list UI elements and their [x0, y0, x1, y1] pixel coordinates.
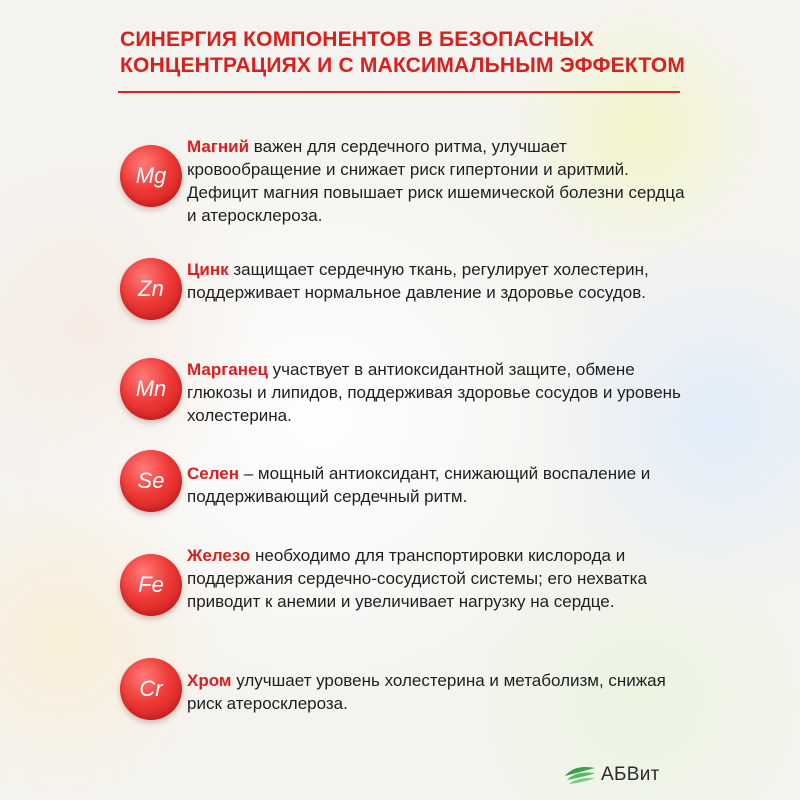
element-badge-mn: Mn [120, 358, 182, 420]
element-name: Цинк [187, 260, 229, 279]
item-description [187, 258, 687, 304]
title-divider [118, 91, 680, 93]
element-name: Селен [187, 464, 240, 483]
item-description [187, 544, 687, 613]
element-text: защищает сердечную ткань, регулирует холестерин, поддерживает нормальное давление и здоровье сосудов. [187, 260, 649, 302]
element-name: Железо [187, 546, 251, 565]
brand-logo [563, 763, 660, 787]
logo-text: АБВит [601, 764, 660, 785]
leaf-logo-icon [563, 764, 597, 786]
element-text: важен для сердечного ритма, улучшает кровообращение и снижает риск гипертонии и аритмий. Дефицит магния повышает риск ишемической болезни сердца и атеросклероза. [187, 137, 685, 225]
element-badge-fe: Fe [120, 554, 182, 616]
element-name: Магний [187, 137, 250, 156]
item-description [187, 135, 687, 227]
element-name: Хром [187, 671, 232, 690]
element-text: необходимо для транспортировки кислорода и поддержания сердечно-сосудистой системы; его нехватка приводит к анемии и увеличивает нагрузку на сердце. [187, 546, 647, 611]
element-text: улучшает уровень холестерина и метаболизм, снижая риск атеросклероза. [187, 671, 666, 713]
element-text: – мощный антиоксидант, снижающий воспаление и поддерживающий сердечный ритм. [187, 464, 651, 506]
element-badge-cr: Cr [120, 658, 182, 720]
item-description [187, 462, 687, 508]
page-title [120, 27, 740, 79]
title-line-2: КОНЦЕНТРАЦИЯХ И С МАКСИМАЛЬНЫМ ЭФФЕКТОМ [120, 54, 686, 77]
item-description [187, 358, 687, 427]
element-text: участвует в антиоксидантной защите, обмене глюкозы и липидов, поддерживая здоровье сосудов и уровень холестерина. [187, 360, 681, 425]
item-description [187, 669, 687, 715]
element-badge-zn: Zn [120, 258, 182, 320]
title-line-1: СИНЕРГИЯ КОМПОНЕНТОВ В БЕЗОПАСНЫХ [120, 28, 594, 51]
element-badge-se: Se [120, 450, 182, 512]
element-name: Марганец [187, 360, 268, 379]
element-badge-mg: Mg [120, 145, 182, 207]
